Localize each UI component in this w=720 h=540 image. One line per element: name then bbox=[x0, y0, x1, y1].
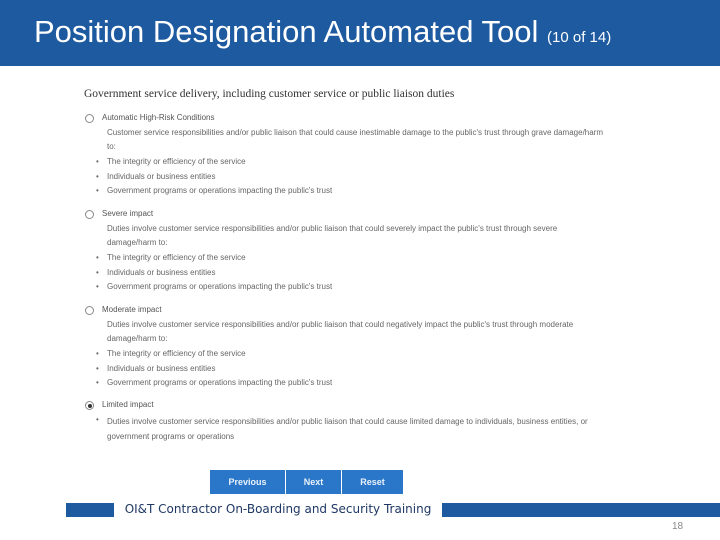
slide-title-sub: (10 of 14) bbox=[547, 29, 612, 46]
footer-bar-left bbox=[66, 503, 114, 517]
option-description: Duties involve customer service responsibilities and/or public liaison that could severely impact the public's trust through severe damage/harm to: bbox=[107, 224, 558, 247]
slide-title bbox=[34, 13, 611, 57]
option-description: Customer service responsibilities and/or public liaison that could cause inestimable damage to the public's trust through grave damage/harm to: bbox=[107, 128, 604, 151]
bullet-item: • Government programs or operations impacting the public's trust bbox=[96, 280, 332, 295]
bullet-item: • Individuals or business entities bbox=[96, 266, 332, 281]
page-number: 18 bbox=[672, 521, 684, 532]
radio-severe-impact[interactable] bbox=[85, 210, 94, 219]
option-bullets bbox=[96, 251, 332, 295]
bullet-item: • Government programs or operations impacting the public's trust bbox=[96, 184, 332, 199]
bullet-item: • Individuals or business entities bbox=[96, 362, 332, 377]
title-bar bbox=[0, 0, 720, 66]
option-bullets bbox=[96, 347, 332, 391]
button-bar bbox=[210, 470, 404, 494]
bullet-item: • Government programs or operations impacting the public's trust bbox=[96, 376, 332, 391]
option-description: Duties involve customer service responsibilities and/or public liaison that could cause limited damage to individuals, business entities, or government programs or operations bbox=[107, 417, 588, 441]
reset-button[interactable]: Reset bbox=[342, 470, 404, 494]
form-heading: Government service delivery, including customer service or public liaison duties bbox=[84, 88, 455, 100]
bullet-dot: • bbox=[96, 415, 99, 424]
option-label: Limited impact bbox=[102, 400, 154, 409]
option-bullets bbox=[96, 155, 332, 199]
option-description: Duties involve customer service responsibilities and/or public liaison that could negatively impact the public's trust through moderate damage/harm to: bbox=[107, 320, 574, 343]
bullet-item: • The integrity or efficiency of the service bbox=[96, 251, 332, 266]
bullet-item: • The integrity or efficiency of the service bbox=[96, 347, 332, 362]
option-label: Severe impact bbox=[102, 209, 154, 218]
radio-moderate-impact[interactable] bbox=[85, 306, 94, 315]
footer-text: OI&T Contractor On-Boarding and Security Training bbox=[124, 502, 432, 516]
footer-bar-right bbox=[442, 503, 720, 517]
previous-button[interactable]: Previous bbox=[210, 470, 286, 494]
option-label: Moderate impact bbox=[102, 305, 162, 314]
radio-automatic-high-risk[interactable] bbox=[85, 114, 94, 123]
next-button[interactable]: Next bbox=[286, 470, 342, 494]
radio-limited-impact[interactable] bbox=[85, 401, 94, 410]
bullet-item: • Individuals or business entities bbox=[96, 170, 332, 185]
bullet-item: • The integrity or efficiency of the service bbox=[96, 155, 332, 170]
slide-title-main: Position Designation Automated Tool bbox=[34, 14, 539, 49]
option-label: Automatic High-Risk Conditions bbox=[102, 113, 215, 122]
